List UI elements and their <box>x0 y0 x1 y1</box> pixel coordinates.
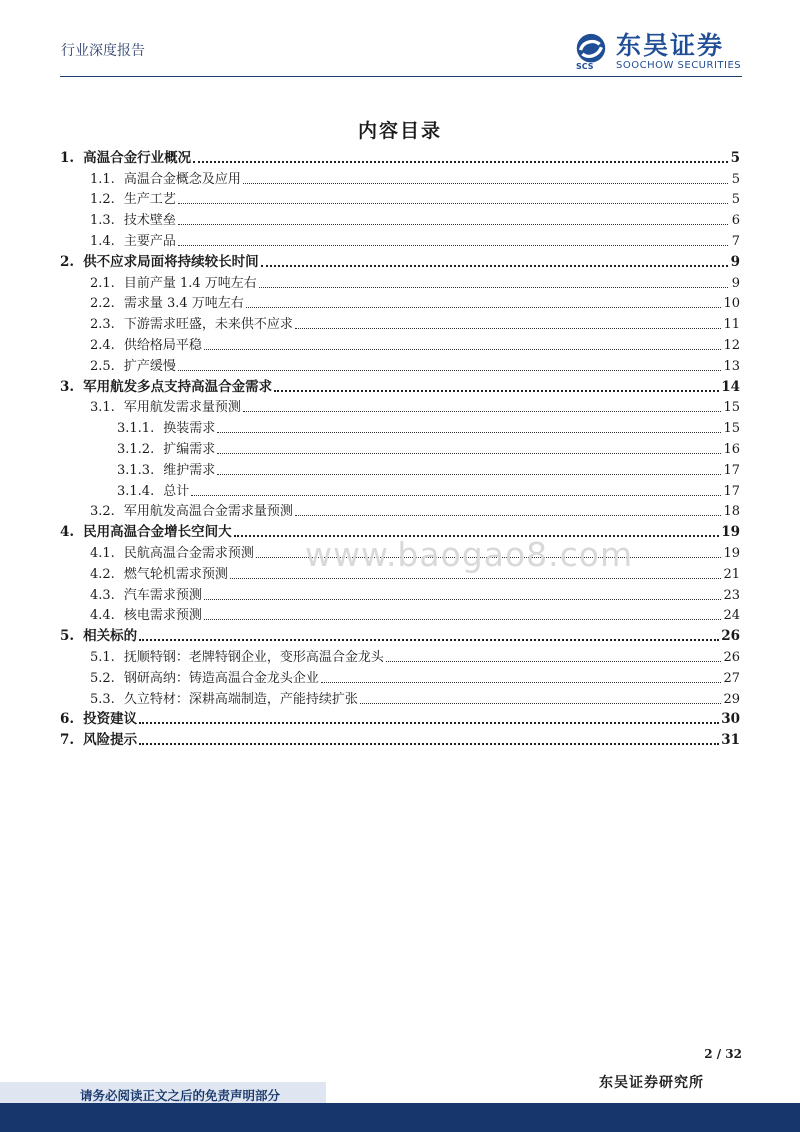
toc-entry[interactable] <box>60 187 740 208</box>
toc-entry[interactable] <box>60 249 740 270</box>
toc-entry-page: 5 <box>731 171 740 187</box>
toc-dot-leader <box>204 599 722 600</box>
toc-entry-page: 19 <box>721 524 740 541</box>
toc-entry-title: 抚顺特钢：老牌特钢企业，变形高温合金龙头 <box>123 649 384 665</box>
toc-entry-number: 7. <box>60 732 75 749</box>
toc-dot-leader <box>295 328 722 329</box>
toc-entry-title: 高温合金概念及应用 <box>123 171 241 187</box>
toc-entry[interactable] <box>60 145 740 166</box>
toc-entry-number: 2.3. <box>90 317 115 333</box>
toc-entry-title: 风险提示 <box>83 732 138 749</box>
toc-entry-page: 24 <box>723 608 740 624</box>
toc-dot-leader <box>243 183 728 184</box>
toc-entry-number: 5.1. <box>90 649 115 665</box>
watermark: www.baogao8.com <box>305 535 634 574</box>
toc-entry-page: 9 <box>730 253 740 270</box>
toc-entry-number: 2.2. <box>90 296 115 312</box>
toc-entry-page: 15 <box>723 421 740 437</box>
institute-name: 东吴证券研究所 <box>599 1075 704 1091</box>
toc-entry-number: 1.3. <box>90 213 115 229</box>
toc-entry-title: 扩编需求 <box>163 441 216 457</box>
toc-entry-number: 3.1. <box>90 400 115 416</box>
toc-entry-title: 钢研高纳：铸造高温合金龙头企业 <box>123 670 319 686</box>
toc-dot-leader <box>191 495 721 496</box>
toc-entry-number: 1.4. <box>90 233 115 249</box>
toc-entry-number: 4.1. <box>90 545 115 561</box>
toc-entry-title: 军用航发高温合金需求量预测 <box>123 504 293 520</box>
toc-entry-page: 7 <box>731 233 740 249</box>
toc-entry-page: 10 <box>723 296 740 312</box>
toc-title: 内容目录 <box>357 120 442 142</box>
toc-entry[interactable] <box>60 603 740 624</box>
toc-entry-title: 换装需求 <box>163 421 216 437</box>
toc-entry[interactable] <box>60 395 740 416</box>
toc-entry-page: 21 <box>723 566 740 582</box>
toc-dot-leader <box>261 265 728 267</box>
toc-entry-title: 核电需求预测 <box>123 608 202 624</box>
toc-entry[interactable] <box>60 478 740 499</box>
toc-entry-number: 4.2. <box>90 566 115 582</box>
toc-entry-number: 6. <box>60 711 75 728</box>
toc-dot-leader <box>217 474 721 475</box>
header-divider <box>60 76 742 77</box>
toc-entry[interactable] <box>60 582 740 603</box>
toc-entry-page: 12 <box>723 337 740 353</box>
toc-entry-title: 生产工艺 <box>123 192 176 208</box>
toc-entry-title: 燃气轮机需求预测 <box>123 566 228 582</box>
toc-entry-page: 18 <box>723 504 740 520</box>
toc-entry-title: 投资建议 <box>83 711 138 728</box>
toc-entry-title: 维护需求 <box>163 462 216 478</box>
toc-entry-page: 6 <box>731 213 740 229</box>
toc-entry-title: 久立特材：深耕高端制造，产能持续扩张 <box>123 691 358 707</box>
toc-entry-page: 30 <box>721 711 740 728</box>
toc-entry[interactable] <box>60 353 740 374</box>
toc-entry-page: 14 <box>721 378 740 395</box>
toc-entry-page: 31 <box>721 732 740 749</box>
table-of-contents <box>60 145 740 748</box>
toc-entry-number: 2.4. <box>90 337 115 353</box>
toc-entry-number: 3. <box>60 378 75 395</box>
logo-chinese-name: 东吴证券 <box>616 31 725 60</box>
toc-dot-leader <box>178 370 722 371</box>
toc-entry-title: 高温合金行业概况 <box>83 149 192 166</box>
toc-entry-page: 16 <box>723 441 740 457</box>
toc-entry-number: 2. <box>60 253 75 270</box>
toc-entry-number: 5.2. <box>90 670 115 686</box>
toc-entry-number: 3.1.1. <box>117 421 155 437</box>
toc-entry-title: 相关标的 <box>83 628 138 645</box>
toc-entry-title: 民用高温合金增长空间大 <box>83 524 232 541</box>
toc-entry-title: 总计 <box>163 483 190 499</box>
toc-entry-number: 5.3. <box>90 691 115 707</box>
toc-entry-number: 1.2. <box>90 192 115 208</box>
logo-abbreviation: SCS <box>576 62 594 71</box>
toc-dot-leader <box>217 453 721 454</box>
toc-entry-page: 11 <box>723 317 740 333</box>
toc-entry[interactable] <box>60 727 740 748</box>
toc-dot-leader <box>217 432 721 433</box>
toc-dot-leader <box>274 390 719 392</box>
toc-entry-title: 民航高温合金需求预测 <box>123 545 254 561</box>
toc-dot-leader <box>230 578 722 579</box>
toc-entry-page: 5 <box>730 149 740 166</box>
toc-entry-page: 9 <box>731 275 740 291</box>
toc-entry-number: 5. <box>60 628 75 645</box>
toc-entry[interactable] <box>60 291 740 312</box>
toc-dot-leader <box>178 203 728 204</box>
toc-dot-leader <box>204 619 722 620</box>
toc-entry-page: 17 <box>723 483 740 499</box>
toc-entry-number: 2.5. <box>90 358 115 374</box>
toc-entry-number: 1. <box>60 149 75 166</box>
toc-entry-page: 5 <box>731 192 740 208</box>
toc-entry[interactable] <box>60 644 740 665</box>
toc-dot-leader <box>259 287 728 288</box>
report-category-label: 行业深度报告 <box>61 43 145 59</box>
toc-entry[interactable] <box>60 374 740 395</box>
toc-entry-page: 15 <box>723 400 740 416</box>
logo-english-name: SOOCHOW SECURITIES <box>616 60 742 71</box>
toc-entry-number: 4.4. <box>90 608 115 624</box>
toc-entry-title: 供不应求局面将持续较长时间 <box>83 253 259 270</box>
toc-entry-page: 13 <box>723 358 740 374</box>
toc-entry[interactable] <box>60 665 740 686</box>
toc-entry[interactable] <box>60 332 740 353</box>
toc-dot-leader <box>139 639 719 641</box>
toc-dot-leader <box>139 743 719 745</box>
toc-entry-page: 26 <box>723 649 740 665</box>
toc-entry-number: 4.3. <box>90 587 115 603</box>
toc-entry-number: 3.1.4. <box>117 483 155 499</box>
toc-entry[interactable] <box>60 207 740 228</box>
toc-entry[interactable] <box>60 311 740 332</box>
toc-entry-title: 技术壁垒 <box>123 213 176 229</box>
toc-entry[interactable] <box>60 686 740 707</box>
toc-entry-title: 汽车需求预测 <box>123 587 202 603</box>
toc-entry[interactable] <box>60 707 740 728</box>
toc-entry[interactable] <box>60 270 740 291</box>
company-logo <box>572 30 752 74</box>
page-number: 2 / 32 <box>704 1047 742 1061</box>
toc-entry[interactable] <box>60 623 740 644</box>
toc-entry-title: 扩产缓慢 <box>123 358 176 374</box>
toc-entry-page: 19 <box>723 545 740 561</box>
footer-bar <box>0 1103 800 1132</box>
toc-entry-title: 主要产品 <box>123 233 176 249</box>
toc-dot-leader <box>178 245 728 246</box>
toc-dot-leader <box>321 682 722 683</box>
toc-entry[interactable] <box>60 166 740 187</box>
toc-entry-number: 3.2. <box>90 504 115 520</box>
toc-dot-leader <box>386 661 722 662</box>
toc-dot-leader <box>295 515 722 516</box>
toc-entry-number: 4. <box>60 524 75 541</box>
toc-entry-title: 供给格局平稳 <box>123 337 202 353</box>
toc-dot-leader <box>139 722 719 724</box>
toc-entry-page: 27 <box>723 670 740 686</box>
toc-entry-page: 26 <box>721 628 740 645</box>
toc-dot-leader <box>243 411 722 412</box>
toc-entry[interactable] <box>60 436 740 457</box>
toc-entry-title: 需求量 3.4 万吨左右 <box>123 296 244 312</box>
toc-entry-number: 1.1. <box>90 171 115 187</box>
toc-dot-leader <box>178 224 728 225</box>
toc-entry-number: 2.1. <box>90 275 115 291</box>
toc-entry[interactable] <box>60 415 740 436</box>
toc-entry-page: 23 <box>723 587 740 603</box>
toc-entry-number: 3.1.3. <box>117 462 155 478</box>
toc-entry-title: 军用航发需求量预测 <box>123 400 241 416</box>
toc-entry[interactable] <box>60 228 740 249</box>
toc-entry-title: 下游需求旺盛，未来供不应求 <box>123 317 293 333</box>
disclaimer-text: 请务必阅读正文之后的免责声明部分 <box>80 1088 281 1103</box>
toc-dot-leader <box>360 703 722 704</box>
toc-dot-leader <box>204 349 722 350</box>
toc-dot-leader <box>193 161 728 163</box>
toc-entry[interactable] <box>60 499 740 520</box>
toc-dot-leader <box>246 307 722 308</box>
toc-entry-title: 军用航发多点支持高温合金需求 <box>83 378 273 395</box>
toc-entry-page: 29 <box>723 691 740 707</box>
toc-entry-page: 17 <box>723 462 740 478</box>
toc-entry-number: 3.1.2. <box>117 441 155 457</box>
toc-entry[interactable] <box>60 457 740 478</box>
toc-entry-title: 目前产量 1.4 万吨左右 <box>123 275 257 291</box>
